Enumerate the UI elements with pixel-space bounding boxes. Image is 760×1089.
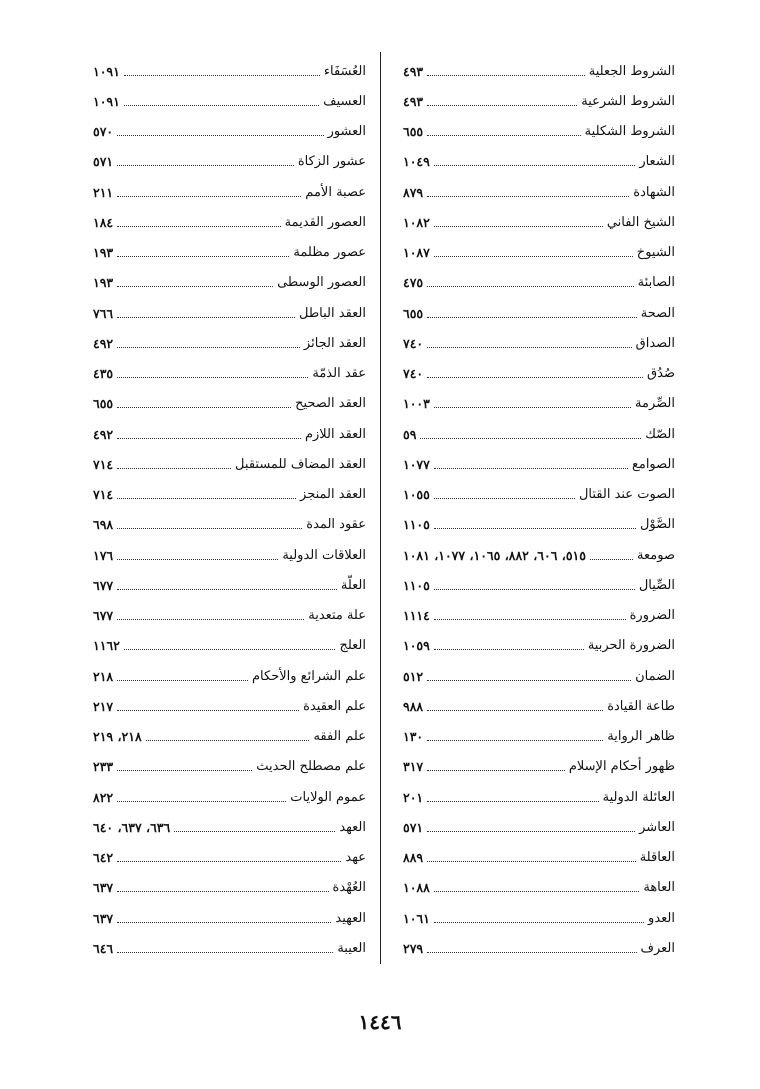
dot-leader bbox=[434, 407, 631, 408]
index-term: العدو bbox=[648, 910, 675, 926]
dot-leader bbox=[124, 105, 319, 106]
index-term: صومعة bbox=[637, 547, 675, 563]
index-term: علم الفقه bbox=[313, 729, 366, 745]
page-reference: ٤٧٥ bbox=[403, 275, 424, 291]
index-entry bbox=[93, 903, 366, 933]
page-reference: ٢١١ bbox=[93, 184, 114, 200]
page-reference: ٥١٥، ٦٠٦، ٨٨٢، ١٠٦٥، ١٠٧٧، ١٠٨١ bbox=[403, 547, 586, 563]
page-reference: ٢١٨ bbox=[93, 668, 114, 684]
dot-leader bbox=[434, 649, 584, 650]
index-entry bbox=[93, 117, 366, 147]
dot-leader bbox=[117, 135, 323, 136]
index-entry bbox=[403, 449, 675, 479]
page-reference: ٩٨٨ bbox=[403, 698, 424, 714]
index-term: الضرورة الحربية bbox=[587, 638, 675, 654]
dot-leader bbox=[427, 135, 581, 136]
page-reference: ١٠٧٧ bbox=[403, 456, 430, 472]
index-entry bbox=[93, 782, 366, 812]
index-entry bbox=[93, 359, 366, 389]
index-entry bbox=[403, 238, 675, 268]
index-term: الشروط الشرعية bbox=[581, 93, 675, 109]
index-term: العرف bbox=[640, 940, 675, 956]
index-column-right bbox=[403, 56, 675, 964]
index-term: العقد المنجز bbox=[300, 487, 366, 503]
index-entry bbox=[403, 147, 675, 177]
dot-leader bbox=[117, 377, 308, 378]
dot-leader bbox=[174, 831, 335, 832]
page-reference: ٤٩٣ bbox=[403, 93, 424, 109]
index-term: العقد الصحيح bbox=[295, 396, 366, 412]
index-entry bbox=[403, 268, 675, 298]
index-entry bbox=[403, 207, 675, 237]
page-reference: ١٠٠٣ bbox=[403, 396, 430, 412]
index-entry bbox=[93, 419, 366, 449]
page-reference: ٦٤٦ bbox=[93, 940, 114, 956]
dot-leader bbox=[117, 559, 278, 560]
index-entry bbox=[93, 328, 366, 358]
dot-leader bbox=[117, 589, 337, 590]
index-entry bbox=[93, 933, 366, 963]
index-term: الشعار bbox=[639, 154, 675, 170]
index-entry bbox=[403, 359, 675, 389]
page-reference: ٦٧٧ bbox=[93, 577, 114, 593]
dot-leader bbox=[427, 740, 603, 741]
dot-leader bbox=[427, 377, 643, 378]
index-entry bbox=[403, 631, 675, 661]
index-entry bbox=[403, 86, 675, 116]
dot-leader bbox=[117, 347, 300, 348]
index-entry bbox=[93, 449, 366, 479]
page-reference: ٧٦٦ bbox=[93, 305, 114, 321]
index-term: العاقلة bbox=[639, 850, 675, 866]
index-entry bbox=[403, 389, 675, 419]
dot-leader bbox=[117, 256, 289, 257]
dot-leader bbox=[427, 831, 635, 832]
dot-leader bbox=[434, 256, 633, 257]
index-term: علم مصطلح الحديث bbox=[256, 759, 366, 775]
dot-leader bbox=[434, 589, 635, 590]
index-column-left bbox=[93, 56, 366, 964]
index-term: الصوامع bbox=[631, 456, 675, 472]
index-entry bbox=[403, 510, 675, 540]
index-term: الصداق bbox=[635, 335, 675, 351]
dot-leader bbox=[427, 317, 637, 318]
page-reference: ٧١٤ bbox=[93, 456, 114, 472]
page-reference: ٧١٤ bbox=[93, 487, 114, 503]
dot-leader bbox=[117, 498, 296, 499]
dot-leader bbox=[124, 75, 320, 76]
index-entry bbox=[403, 419, 675, 449]
index-term: الصَّوْل bbox=[639, 517, 675, 533]
index-entry bbox=[403, 328, 675, 358]
dot-leader bbox=[117, 407, 291, 408]
page-reference: ٢٣٣ bbox=[93, 759, 114, 775]
index-term: عصبة الأمم bbox=[305, 184, 366, 200]
index-entry bbox=[93, 298, 366, 328]
page-reference: ١١١٤ bbox=[403, 608, 430, 624]
page-reference: ٦٥٥ bbox=[93, 396, 114, 412]
dot-leader bbox=[434, 165, 635, 166]
index-term: عشور الزكاة bbox=[297, 154, 366, 170]
index-term: الصحة bbox=[640, 305, 675, 321]
page-reference: ٦٧٧ bbox=[93, 608, 114, 624]
index-term: العقد المضاف للمستقبل bbox=[235, 456, 366, 472]
index-term: الشروط الجعلية bbox=[588, 63, 675, 79]
index-term: علم الشرائع والأحكام bbox=[252, 668, 366, 684]
dot-leader bbox=[117, 861, 341, 862]
index-entry bbox=[403, 843, 675, 873]
page-reference: ٨٨٩ bbox=[403, 850, 424, 866]
dot-leader bbox=[434, 619, 626, 620]
index-term: العُسَفَاء bbox=[323, 63, 366, 79]
dot-leader bbox=[117, 165, 294, 166]
dot-leader bbox=[434, 922, 644, 923]
dot-leader bbox=[124, 649, 336, 650]
index-entry bbox=[403, 903, 675, 933]
page-reference: ٥١٢ bbox=[403, 668, 424, 684]
page-reference: ١٠٦١ bbox=[403, 910, 430, 926]
index-entry bbox=[93, 661, 366, 691]
dot-leader bbox=[427, 286, 634, 287]
page-reference: ٦٣٦، ٦٣٧، ٦٤٠ bbox=[93, 819, 171, 835]
index-entry bbox=[403, 812, 675, 842]
page-reference: ٣١٧ bbox=[403, 759, 424, 775]
index-term: عقد الذمّة bbox=[312, 366, 366, 382]
index-term: العلّة bbox=[340, 577, 366, 593]
page-reference: ١٠٨٨ bbox=[403, 880, 430, 896]
index-term: الصابئة bbox=[637, 275, 675, 291]
page-reference: ١٧٦ bbox=[93, 547, 114, 563]
page-reference: ٥٧١ bbox=[93, 154, 114, 170]
page-reference: ٨٧٩ bbox=[403, 184, 424, 200]
column-divider bbox=[380, 52, 381, 964]
index-term: العاشر bbox=[639, 819, 675, 835]
index-term: الشهادة bbox=[633, 184, 675, 200]
index-entry bbox=[403, 480, 675, 510]
index-term: الضرورة bbox=[629, 608, 675, 624]
index-entry bbox=[403, 601, 675, 631]
dot-leader bbox=[427, 196, 629, 197]
index-term: علة متعدية bbox=[308, 608, 366, 624]
dot-leader bbox=[427, 861, 636, 862]
dot-leader bbox=[117, 468, 231, 469]
dot-leader bbox=[117, 196, 301, 197]
page-reference: ١٨٤ bbox=[93, 214, 114, 230]
index-entry bbox=[93, 389, 366, 419]
dot-leader bbox=[117, 286, 273, 287]
page-reference: ٦٤٢ bbox=[93, 850, 114, 866]
index-entry bbox=[93, 722, 366, 752]
index-entry bbox=[93, 207, 366, 237]
page-reference: ٥٩ bbox=[403, 426, 417, 442]
page-reference: ١١٦٢ bbox=[93, 638, 120, 654]
dot-leader bbox=[427, 710, 603, 711]
dot-leader bbox=[117, 710, 299, 711]
page-reference: ٦٣٧ bbox=[93, 880, 114, 896]
page-reference: ٢٧٩ bbox=[403, 940, 424, 956]
index-term: علم العقيدة bbox=[303, 698, 366, 714]
index-term: الشيوخ bbox=[636, 245, 675, 261]
page-number: ١٤٤٦ bbox=[358, 1010, 402, 1034]
page-reference: ١١٠٥ bbox=[403, 517, 430, 533]
page-reference: ١٠٩١ bbox=[93, 93, 120, 109]
index-term: عموم الولايات bbox=[290, 789, 366, 805]
page-reference: ١٣٠ bbox=[403, 729, 424, 745]
index-term: العشور bbox=[327, 124, 366, 140]
page-reference: ٢١٧ bbox=[93, 698, 114, 714]
index-entry bbox=[93, 631, 366, 661]
index-entry bbox=[403, 298, 675, 328]
index-term: الصِّيال bbox=[638, 577, 675, 593]
index-entry bbox=[403, 691, 675, 721]
page-reference: ٧٤٠ bbox=[403, 366, 424, 382]
page-reference: ٥٧٠ bbox=[93, 124, 114, 140]
page-reference: ١٠٨٧ bbox=[403, 245, 430, 261]
page-reference: ١٠٥٥ bbox=[403, 487, 430, 503]
index-entry bbox=[93, 147, 366, 177]
page-reference: ١١٠٥ bbox=[403, 577, 430, 593]
index-entry bbox=[403, 873, 675, 903]
index-term: العصور الوسطى bbox=[277, 275, 366, 291]
index-entry bbox=[403, 177, 675, 207]
page-reference: ٧٤٠ bbox=[403, 335, 424, 351]
page-reference: ٨٢٢ bbox=[93, 789, 114, 805]
index-entry bbox=[403, 117, 675, 147]
index-term: عهد bbox=[345, 850, 366, 866]
index-term: الصّك bbox=[645, 426, 675, 442]
page-reference: ٤٩٢ bbox=[93, 426, 114, 442]
index-term: العهيد bbox=[335, 910, 366, 926]
dot-leader bbox=[117, 226, 281, 227]
index-entry bbox=[403, 722, 675, 752]
index-term: عصور مظلمة bbox=[293, 245, 366, 261]
dot-leader bbox=[420, 438, 641, 439]
index-term: الضمان bbox=[635, 668, 675, 684]
page-reference: ١٩٣ bbox=[93, 245, 114, 261]
index-entry bbox=[93, 691, 366, 721]
page-reference: ٦٥٥ bbox=[403, 124, 424, 140]
page-reference: ١٠٤٩ bbox=[403, 154, 430, 170]
index-entry bbox=[93, 268, 366, 298]
page-reference: ٤٩٣ bbox=[403, 63, 424, 79]
index-entry bbox=[93, 601, 366, 631]
index-entry bbox=[403, 933, 675, 963]
index-term: العيبة bbox=[337, 940, 366, 956]
index-term: عقود المدة bbox=[306, 517, 366, 533]
index-term: الصِّرمة bbox=[635, 396, 675, 412]
index-entry bbox=[403, 540, 675, 570]
dot-leader bbox=[434, 226, 603, 227]
dot-leader bbox=[434, 528, 636, 529]
index-term: العهد bbox=[339, 819, 366, 835]
dot-leader bbox=[427, 105, 577, 106]
dot-leader bbox=[427, 75, 585, 76]
index-term: العقد اللازم bbox=[304, 426, 366, 442]
dot-leader bbox=[117, 922, 331, 923]
dot-leader bbox=[427, 680, 631, 681]
dot-leader bbox=[117, 801, 286, 802]
index-term: ظاهر الرواية bbox=[607, 729, 675, 745]
page-reference: ٥٧١ bbox=[403, 819, 424, 835]
index-entry bbox=[403, 752, 675, 782]
index-term: العاهة bbox=[643, 880, 675, 896]
index-term: طاعة القيادة bbox=[607, 698, 675, 714]
index-entry bbox=[93, 56, 366, 86]
dot-leader bbox=[117, 680, 248, 681]
index-term: العُهْدة bbox=[332, 880, 366, 896]
index-entry bbox=[403, 661, 675, 691]
page-reference: ١٠٩١ bbox=[93, 63, 120, 79]
page-reference: ٢١٨، ٢١٩ bbox=[93, 729, 142, 745]
index-term: العلج bbox=[339, 638, 366, 654]
index-entry bbox=[93, 86, 366, 116]
index-entry bbox=[93, 177, 366, 207]
index-entry bbox=[93, 752, 366, 782]
page-reference: ٦٣٧ bbox=[93, 910, 114, 926]
dot-leader bbox=[427, 347, 631, 348]
dot-leader bbox=[427, 952, 636, 953]
page-reference: ١٠٨٢ bbox=[403, 214, 430, 230]
dot-leader bbox=[117, 770, 252, 771]
page-reference: ١٩٣ bbox=[93, 275, 114, 291]
index-term: الشيخ الفاني bbox=[606, 214, 675, 230]
dot-leader bbox=[117, 528, 302, 529]
dot-leader bbox=[117, 952, 333, 953]
index-entry bbox=[403, 570, 675, 600]
dot-leader bbox=[117, 891, 328, 892]
index-term: ظهور أحكام الإسلام bbox=[568, 759, 675, 775]
dot-leader bbox=[117, 438, 301, 439]
index-entry bbox=[93, 480, 366, 510]
index-entry bbox=[93, 570, 366, 600]
dot-leader bbox=[434, 891, 640, 892]
index-term: الشروط الشكلية bbox=[584, 124, 675, 140]
index-term: الصوت عند القتال bbox=[578, 487, 675, 503]
index-term: العقد الباطل bbox=[298, 305, 366, 321]
index-term: صُدُق bbox=[647, 366, 675, 382]
index-entry bbox=[93, 812, 366, 842]
page-reference: ٢٠١ bbox=[403, 789, 424, 805]
dot-leader bbox=[117, 317, 295, 318]
index-entry bbox=[93, 873, 366, 903]
index-term: العسيف bbox=[323, 93, 366, 109]
index-term: العصور القديمة bbox=[284, 214, 366, 230]
page-reference: ٦٥٥ bbox=[403, 305, 424, 321]
index-entry bbox=[403, 782, 675, 812]
dot-leader bbox=[434, 468, 628, 469]
dot-leader bbox=[427, 770, 565, 771]
dot-leader bbox=[117, 619, 304, 620]
dot-leader bbox=[427, 801, 598, 802]
page-reference: ٤٩٢ bbox=[93, 335, 114, 351]
page-reference: ١٠٥٩ bbox=[403, 638, 430, 654]
index-entry bbox=[93, 540, 366, 570]
index-entry bbox=[93, 238, 366, 268]
dot-leader bbox=[590, 559, 633, 560]
page-reference: ٦٩٨ bbox=[93, 517, 114, 533]
index-entry bbox=[403, 56, 675, 86]
index-entry bbox=[93, 510, 366, 540]
index-entry bbox=[93, 843, 366, 873]
index-term: العلاقات الدولية bbox=[282, 547, 366, 563]
dot-leader bbox=[146, 740, 310, 741]
index-term: العائلة الدولية bbox=[602, 789, 675, 805]
dot-leader bbox=[434, 498, 575, 499]
index-term: العقد الجائز bbox=[303, 335, 366, 351]
page-reference: ٤٣٥ bbox=[93, 366, 114, 382]
